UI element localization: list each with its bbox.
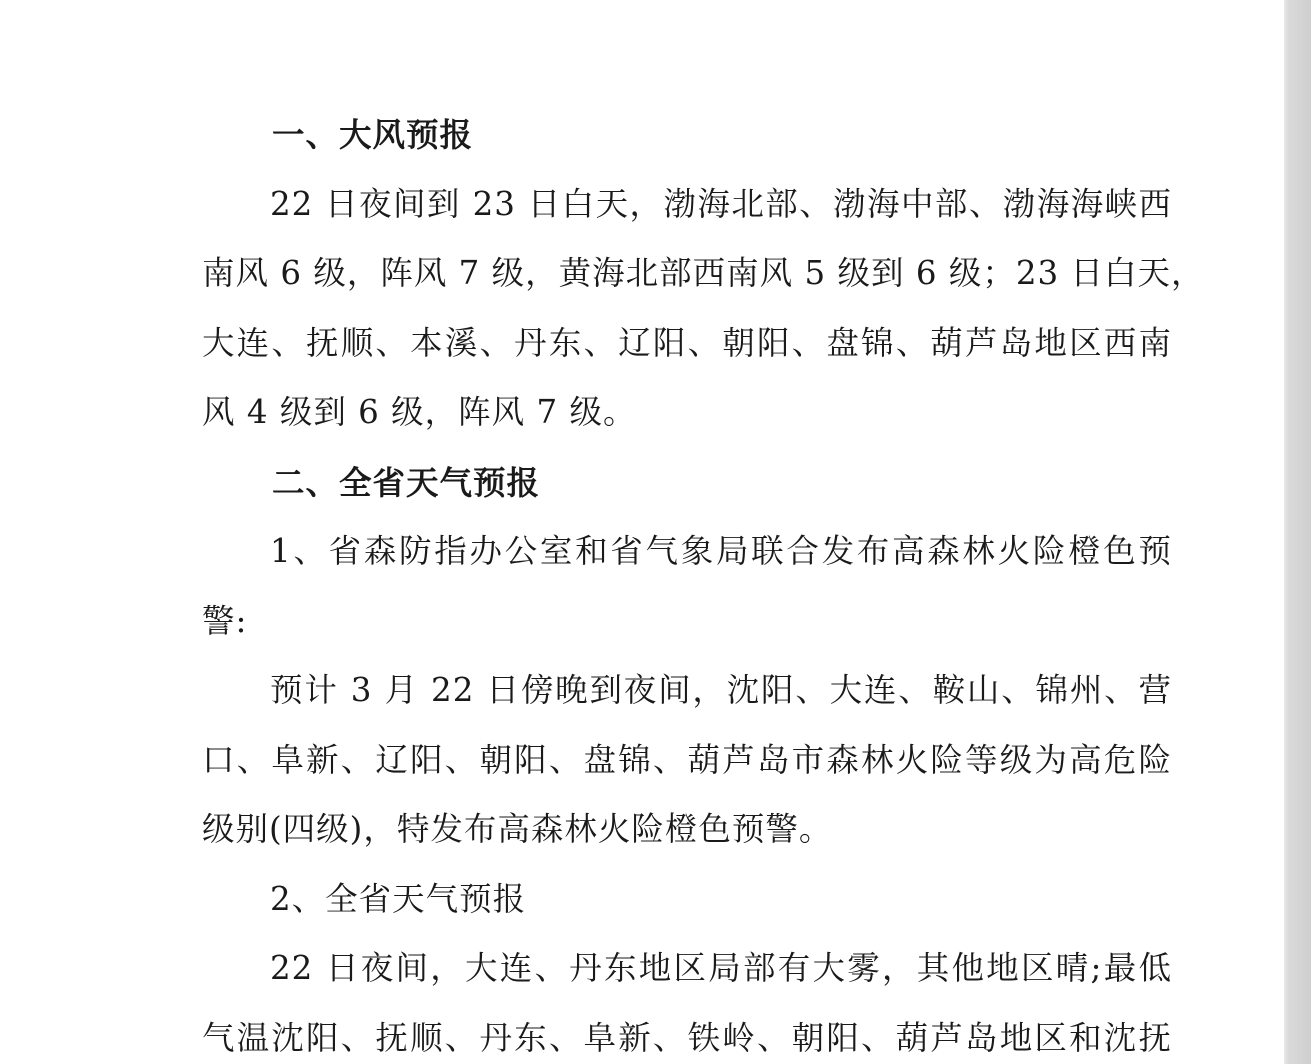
subsection-heading: 2、全省天气预报 [270,879,527,918]
paragraph-line: 级别(四级)，特发布高森林火险橙色预警。 [202,810,833,848]
section-heading-wind-forecast: 一、大风预报 [272,115,474,154]
section-heading-province-weather: 二、全省天气预报 [272,462,541,502]
document-body [202,100,1205,1064]
scrollbar-gutter[interactable] [1284,0,1311,1064]
paragraph-line: 南风 6 级，阵风 7 级，黄海北部西南风 5 级到 6 级；23 日白天， [202,254,1205,292]
paragraph-line: 口、阜新、辽阳、朝阳、盘锦、葫芦岛市森林火险等级为高危险 [202,740,1172,779]
paragraph-line: 预计 3 月 22 日傍晚到夜间，沈阳、大连、鞍山、锦州、营 [270,671,1172,709]
paragraph-line: 22 日夜间到 23 日白天，渤海北部、渤海中部、渤海海峡西 [270,184,1172,223]
paragraph-line: 风 4 级到 6 级，阵风 7 级。 [202,393,637,431]
paragraph-line: 1、省森防指办公室和省气象局联合发布高森林火险橙色预 [270,532,1172,570]
paragraph-line: 22 日夜间，大连、丹东地区局部有大雾，其他地区晴;最低 [270,949,1172,987]
paragraph-line: 大连、抚顺、本溪、丹东、辽阳、朝阳、盘锦、葫芦岛地区西南 [202,323,1172,362]
paragraph-line: 警: [202,601,248,640]
paragraph-line: 气温沈阳、抚顺、丹东、阜新、铁岭、朝阳、葫芦岛地区和沈抚 [202,1018,1172,1057]
